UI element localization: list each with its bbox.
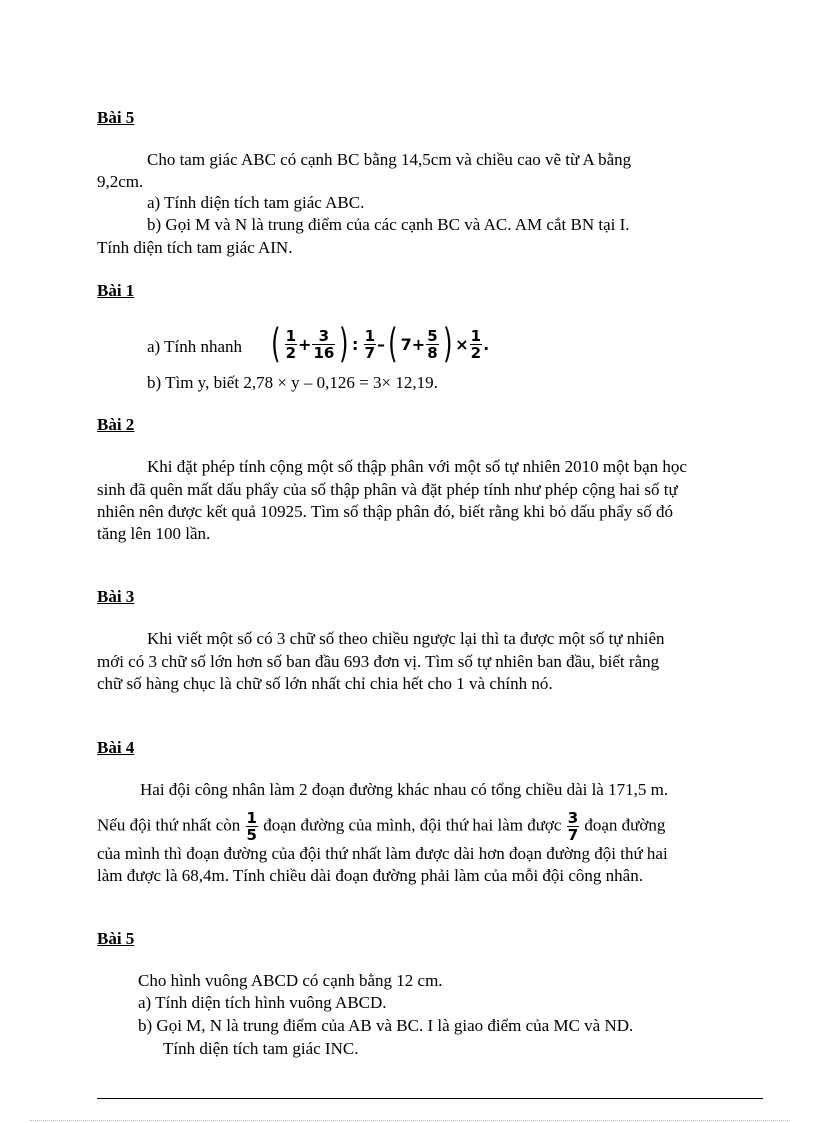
paragraph-line: sinh đã quên mất dấu phẩy của số thập phân và đặt phép tính như phép cộng hai số tự <box>97 480 678 499</box>
footer-rule <box>97 1098 763 1099</box>
right-paren: ) <box>442 321 453 367</box>
paragraph-line: 9,2cm. <box>97 172 144 191</box>
paragraph-line: làm được là 68,4m. Tính chiều dài đoạn đường phải làm của mỗi đội công nhân. <box>97 866 643 885</box>
plus-sign: + <box>411 334 426 354</box>
fraction: $\frac{1}{2}$ <box>470 326 482 362</box>
paragraph-line-with-fractions <box>97 810 665 843</box>
fraction: $\frac{1}{7}$ <box>364 326 376 362</box>
integer: 7 <box>400 334 412 354</box>
times-sign: × <box>455 334 469 354</box>
minus-sign: – <box>377 334 386 354</box>
paragraph-line: Hai đội công nhân làm 2 đoạn đường khác nhau có tổng chiều dài là 171,5 m. <box>140 780 669 799</box>
fraction: $\frac{5}{8}$ <box>427 326 438 362</box>
question-a-label: a) Tính nhanh <box>147 337 243 356</box>
paragraph-line: Tính diện tích tam giác INC. <box>163 1039 359 1058</box>
question-a: a) Tính diện tích tam giác ABC. <box>147 193 365 212</box>
paragraph-line: tăng lên 100 lần. <box>97 524 211 543</box>
period: . <box>483 334 490 354</box>
divide-sign: : <box>351 334 359 354</box>
paragraph-line: chữ số hàng chục là chữ số lớn nhất chỉ chia hết cho 1 và chính nó. <box>97 674 553 693</box>
exercise-heading: Bài 2 <box>97 415 135 434</box>
paragraph-line: Cho tam giác ABC có cạnh BC bằng 14,5cm và chiều cao vẽ từ A bằng <box>147 150 632 169</box>
math-expression <box>268 321 490 367</box>
exercise-heading: Bài 4 <box>97 738 135 757</box>
paragraph-line: Tính diện tích tam giác AIN. <box>97 238 293 257</box>
question-a: a) Tính diện tích hình vuông ABCD. <box>138 993 387 1012</box>
text-segment: Nếu đội thứ nhất còn <box>97 815 241 835</box>
question-b: b) Gọi M và N là trung điểm của các cạnh BC và AC. AM cắt BN tại I. <box>147 215 630 234</box>
exercise-heading: Bài 5 <box>97 108 135 127</box>
page-edge-divider <box>30 1120 790 1121</box>
fraction: $\frac{3}{16}$ <box>313 326 335 362</box>
paragraph-line: của mình thì đoạn đường của đội thứ nhất làm được dài hơn đoạn đường đội thứ hai <box>97 844 668 863</box>
fraction: $\frac{1}{5}$ <box>246 809 257 844</box>
paragraph-line: nhiên nên được kết quả 10925. Tìm số thập phân đó, biết rằng khi bỏ dấu phẩy số đó <box>97 502 673 521</box>
exercise-heading: Bài 1 <box>97 281 135 300</box>
left-paren: ( <box>271 321 281 367</box>
paragraph-line: mới có 3 chữ số lớn hơn số ban đầu 693 đơn vị. Tìm số tự nhiên ban đầu, biết rằng <box>97 652 660 671</box>
text-segment: đoạn đường của mình, đội thứ hai làm được <box>263 815 562 835</box>
fraction: $\frac{1}{2}$ <box>285 326 297 362</box>
paragraph-line: Cho hình vuông ABCD có cạnh bằng 12 cm. <box>138 971 443 990</box>
left-paren: ( <box>388 321 398 367</box>
exercise-heading: Bài 5 <box>97 929 135 948</box>
question-b: b) Gọi M, N là trung điểm của AB và BC. I là giao điểm của MC và ND. <box>138 1016 634 1035</box>
plus-sign: + <box>298 334 312 354</box>
exercise-heading: Bài 3 <box>97 587 135 606</box>
question-b: b) Tìm y, biết 2,78 × y – 0,126 = 3× 12,19. <box>147 373 438 392</box>
paragraph-line: Khi đặt phép tính cộng một số thập phân với một số tự nhiên 2010 một bạn học <box>147 457 687 476</box>
paragraph-line: Khi viết một số có 3 chữ số theo chiều ngược lại thì ta được một số tự nhiên <box>147 629 665 648</box>
right-paren: ) <box>339 321 349 367</box>
text-segment: đoạn đường <box>584 815 666 835</box>
fraction: $\frac{3}{7}$ <box>567 809 579 844</box>
